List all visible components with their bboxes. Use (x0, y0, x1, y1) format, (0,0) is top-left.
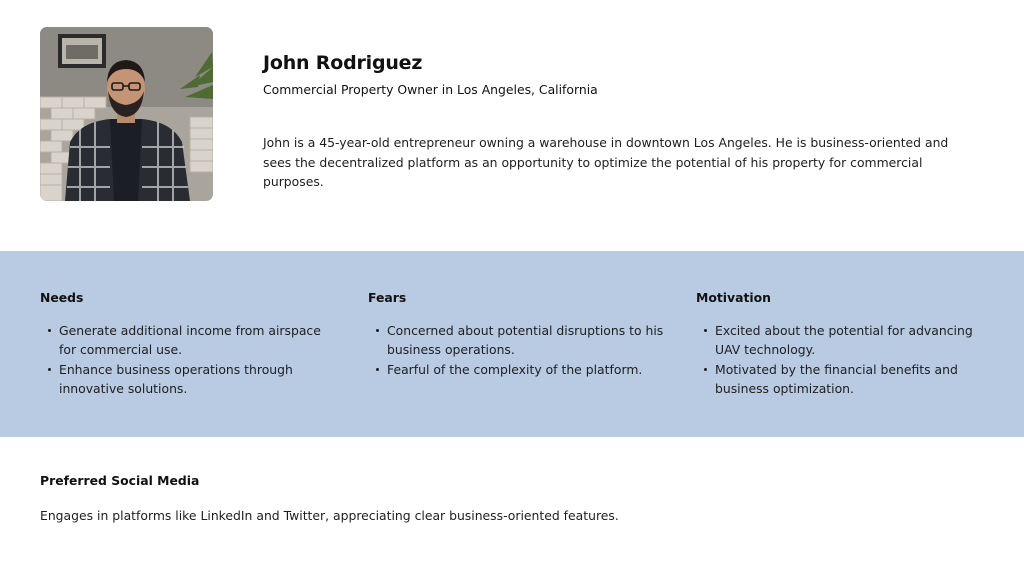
list-item: Fearful of the complexity of the platform. (368, 360, 668, 379)
profile-photo (40, 27, 213, 201)
person-portrait-icon (40, 27, 213, 201)
profile-header (263, 50, 963, 192)
needs-heading: Needs (40, 290, 84, 305)
social-media-section (40, 472, 940, 525)
needs-list (40, 321, 340, 398)
list-item: Excited about the potential for advancing UAV technology. (696, 321, 996, 360)
fears-section (368, 289, 668, 379)
needs-section (40, 289, 340, 398)
motivation-list (696, 321, 996, 398)
social-media-text: Engages in platforms like LinkedIn and Twitter, appreciating clear business-oriented features. (40, 508, 619, 523)
list-item: Motivated by the financial benefits and business optimization. (696, 360, 996, 399)
list-item: Enhance business operations through innovative solutions. (40, 360, 340, 399)
persona-name: John Rodriguez (263, 52, 423, 74)
persona-role: Commercial Property Owner in Los Angeles, California (263, 82, 598, 97)
list-item: Concerned about potential disruptions to his business operations. (368, 321, 668, 360)
list-item: Generate additional income from airspace for commercial use. (40, 321, 340, 360)
motivation-section (696, 289, 996, 398)
motivation-heading: Motivation (696, 290, 771, 305)
persona-bio: John is a 45-year-old entrepreneur owning a warehouse in downtown Los Angeles. He is business-oriented and sees the decentralized platform as an opportunity to optimize the potential of his property for commercial purposes. (263, 135, 949, 189)
persona-details-band (0, 251, 1024, 437)
fears-list (368, 321, 668, 379)
social-media-heading: Preferred Social Media (40, 473, 200, 488)
fears-heading: Fears (368, 290, 407, 305)
